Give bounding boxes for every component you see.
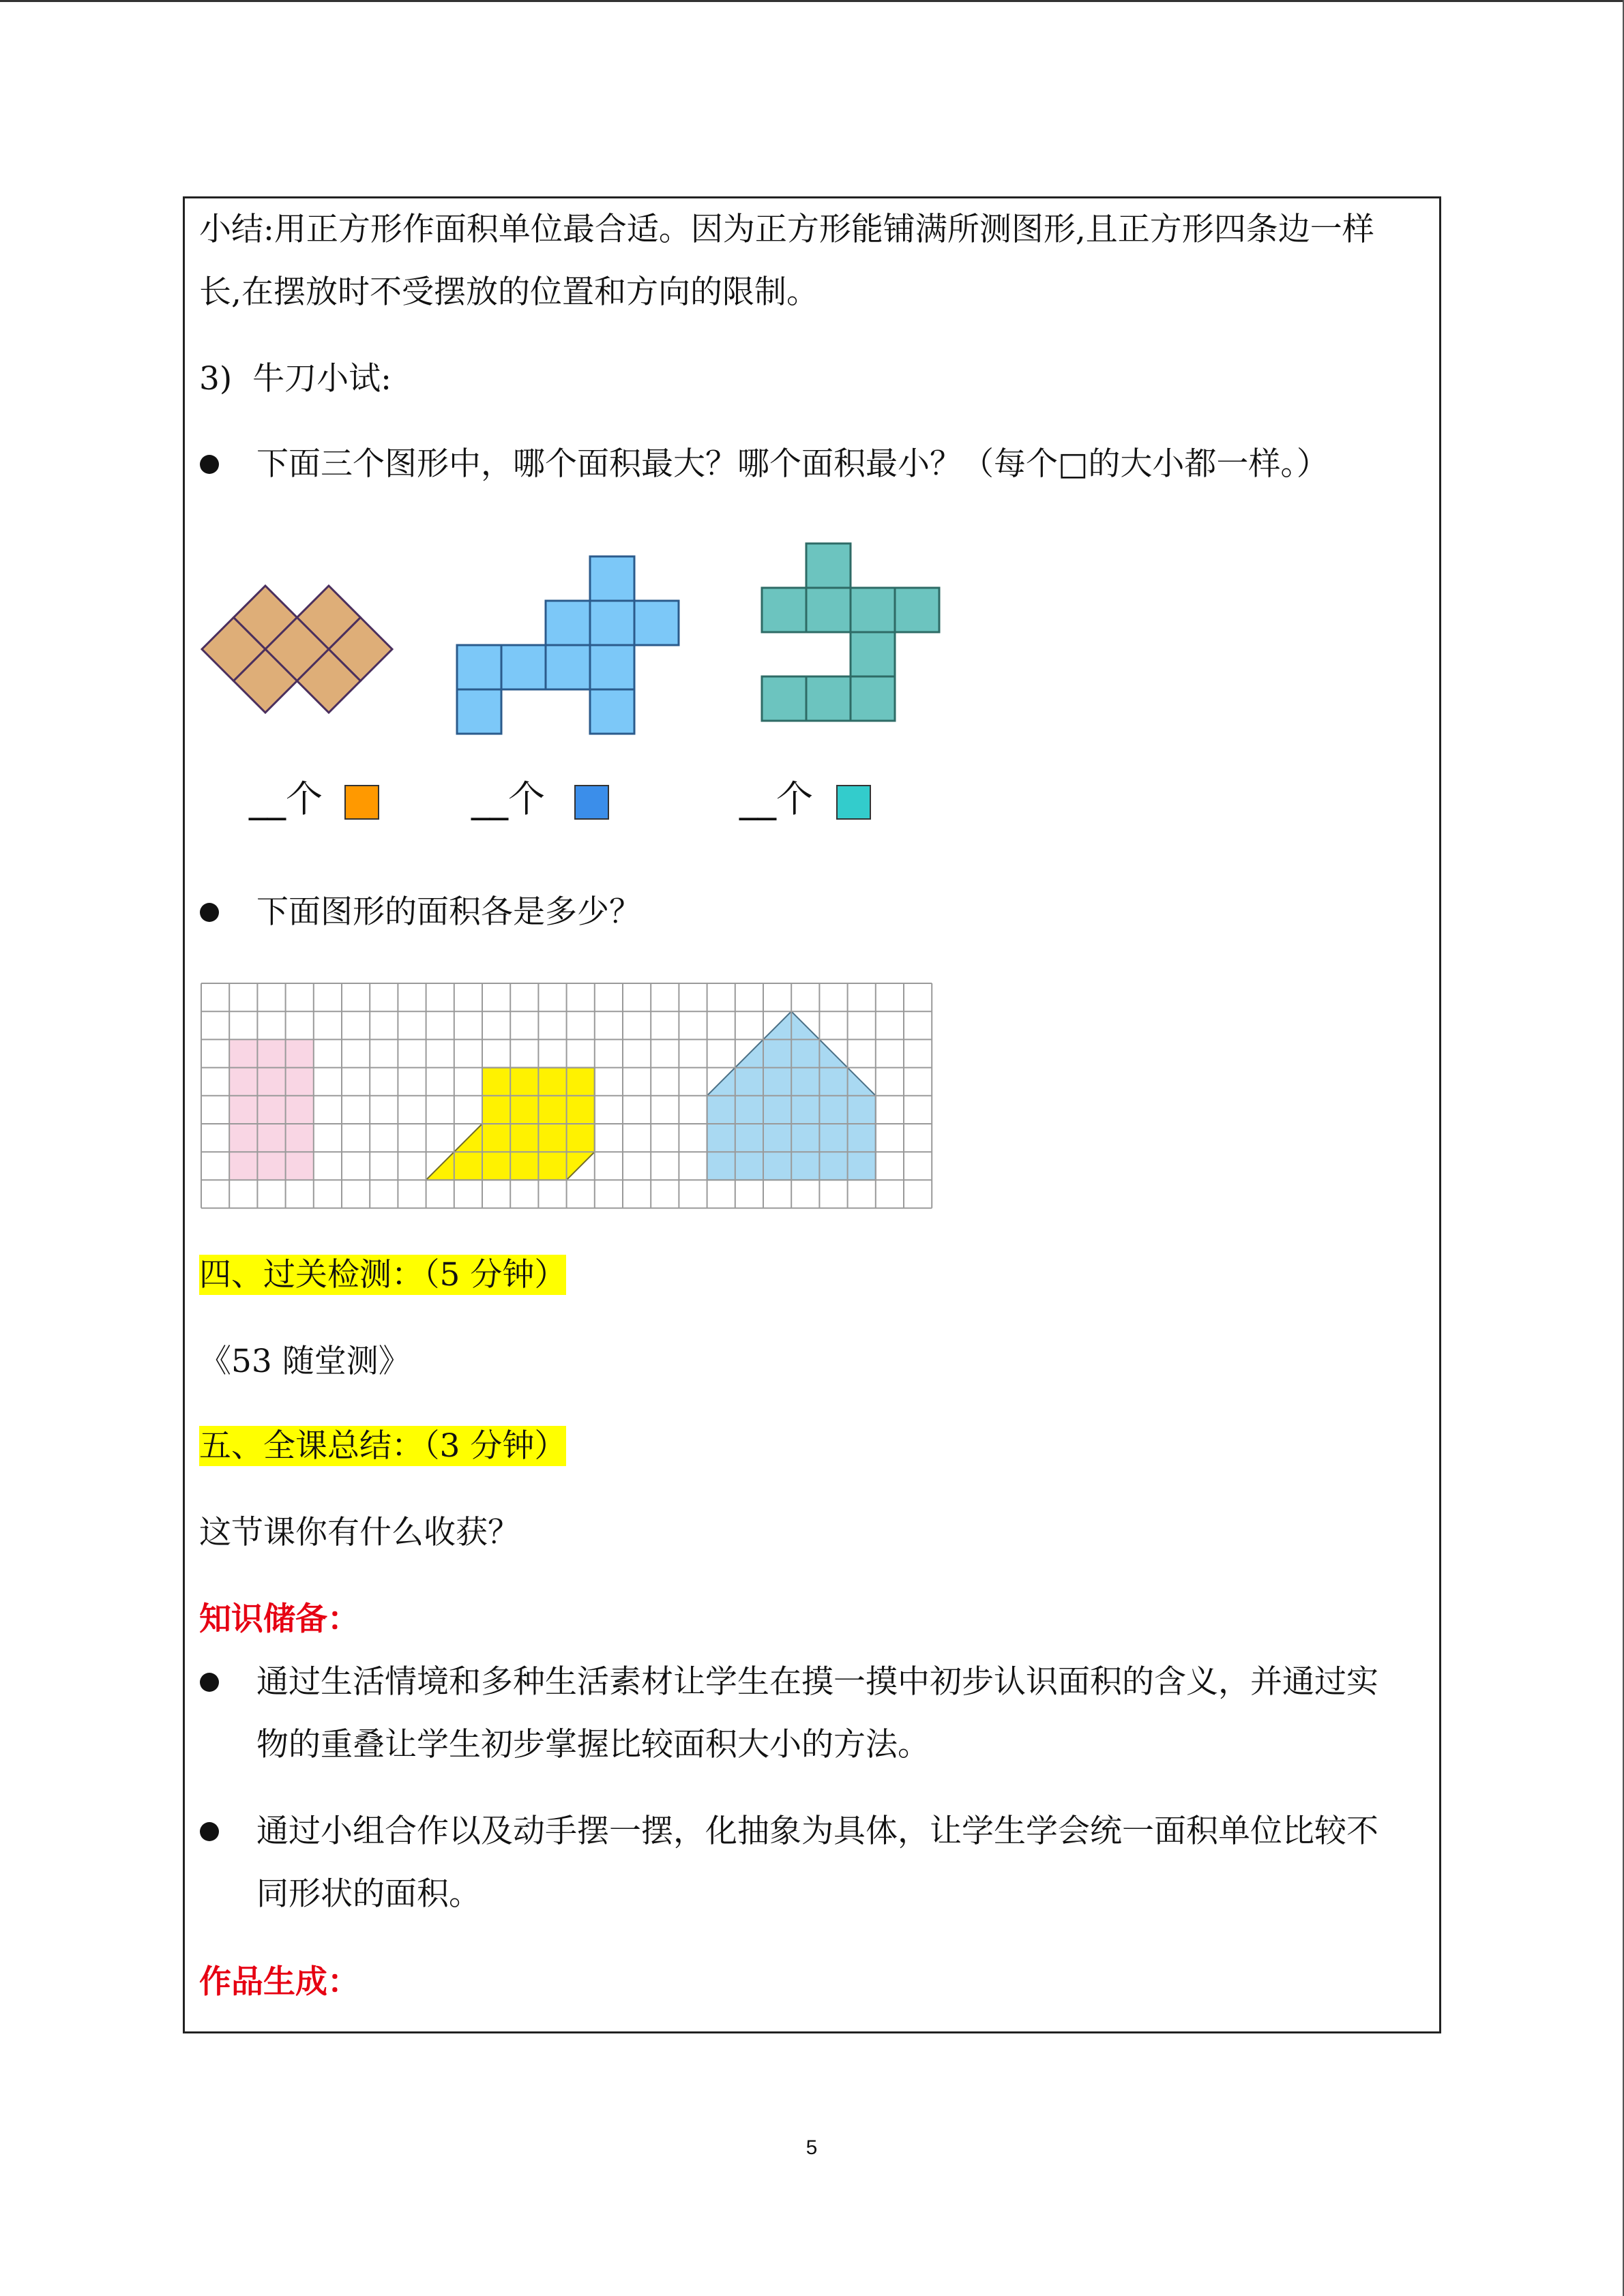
blue-square-cell [590, 689, 634, 734]
blue-square-cell [457, 689, 501, 734]
blue-square-cell [501, 645, 546, 689]
practice-question-1: 下面三个图形中，哪个面积最大？哪个面积最小？（每个□的大小都一样。） [256, 445, 1329, 483]
bullet-icon [200, 903, 219, 922]
blue-square-cell [590, 645, 634, 689]
pink-rectangle-shape [229, 1039, 314, 1180]
practice-title: 3) 牛刀小试: [199, 360, 392, 398]
blue-square-cell [457, 645, 501, 689]
area-grid-figure [201, 983, 933, 1209]
teal-square-cell [762, 676, 806, 721]
blue-square-cell [590, 601, 634, 645]
blue-square-cell [546, 601, 590, 645]
teal-square-cell [806, 588, 851, 632]
practice-question-2: 下面图形的面积各是多少？ [256, 893, 641, 931]
knowledge-title: 知识储备： [199, 1600, 359, 1638]
blue-square-cell [634, 601, 679, 645]
answer-blank-2: __个 [471, 777, 545, 820]
teal-square-cell [762, 588, 806, 632]
answer-blank-1: __个 [249, 777, 323, 820]
page-edge-top [0, 0, 1624, 2]
teal-square-cell [851, 588, 895, 632]
figure-blue-squares [453, 552, 683, 738]
teal-unit-square-icon [836, 785, 871, 820]
bullet-icon [200, 1822, 219, 1841]
knowledge-item-2-line-2: 同形状的面积。 [256, 1875, 481, 1913]
blue-square-cell [546, 645, 590, 689]
teal-square-cell [895, 588, 939, 632]
section-5-title: 五、全课总结：（3 分钟） [199, 1427, 567, 1465]
teal-square-cell [851, 676, 895, 721]
page-number: 5 [806, 2136, 818, 2159]
orange-unit-square-icon [344, 785, 379, 820]
section-5-heading [199, 1426, 566, 1467]
teal-square-cell [806, 543, 851, 588]
blue-square-cell [590, 556, 634, 601]
knowledge-item-1-line-1: 通过生活情境和多种生活素材让学生在摸一摸中初步认识面积的含义，并通过实 [256, 1663, 1378, 1701]
outcome-title: 作品生成： [199, 1963, 359, 2001]
figure-brown-diamonds [198, 582, 397, 718]
section-4-title: 四、过关检测：（5 分钟） [199, 1256, 567, 1294]
teal-square-cell [806, 676, 851, 721]
summary-line-2: 长,在摆放时不受摆放的位置和方向的限制。 [199, 273, 818, 311]
knowledge-item-2-line-1: 通过小组合作以及动手摆一摆，化抽象为具体，让学生学会统一面积单位比较不 [256, 1813, 1378, 1850]
bullet-icon [200, 1673, 219, 1692]
teal-square-cell [851, 632, 895, 676]
section-5-question: 这节课你有什么收获？ [199, 1514, 520, 1551]
figure-teal-squares [758, 539, 943, 725]
answer-blank-3: __个 [739, 777, 813, 820]
summary-line-1: 小结:用正方形作面积单位最合适。因为正方形能铺满所测图形,且正方形四条边一样 [199, 211, 1374, 248]
knowledge-item-1-line-2: 物的重叠让学生初步掌握比较面积大小的方法。 [256, 1726, 930, 1763]
section-4-heading [199, 1255, 566, 1296]
bullet-icon [200, 455, 219, 474]
section-4-content: 《53 随堂测》 [199, 1343, 411, 1380]
blue-unit-square-icon [574, 785, 609, 820]
